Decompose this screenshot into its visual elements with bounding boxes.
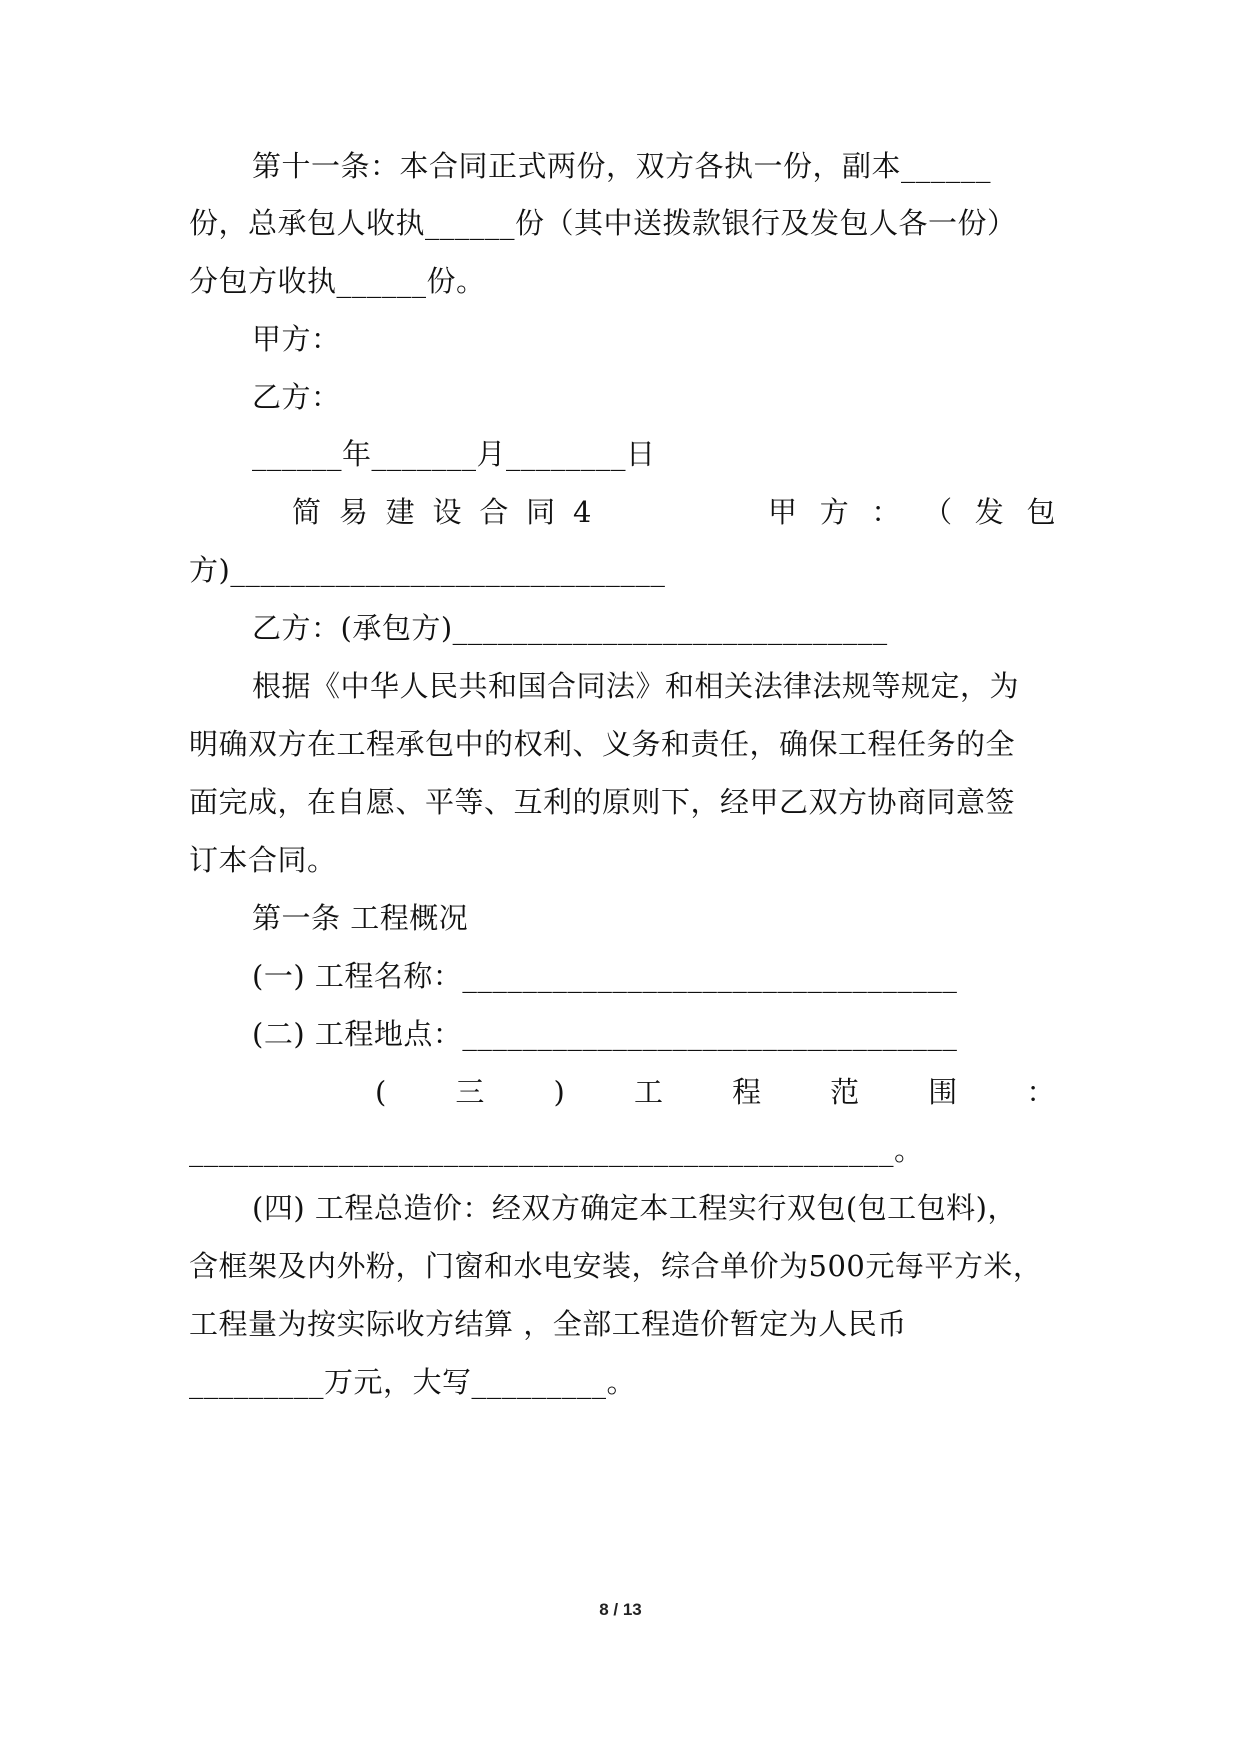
project-location-line: (二) 工程地点：_________________________________ [252, 1017, 958, 1051]
project-scope-label [375, 1072, 1056, 1112]
label-char: （ [923, 495, 953, 529]
total-cost-line-4: _________万元，大写_________。 [189, 1365, 637, 1399]
preamble-line-3: 面完成，在自愿、平等、互利的原则下，经甲乙双方协商同意签 [189, 785, 1016, 819]
scope-char: ( [375, 1075, 387, 1109]
scope-char: 三 [455, 1075, 485, 1109]
title-char: 设 [432, 495, 462, 529]
contract-title [292, 492, 592, 532]
article-eleven-line-1: 第十一条：本合同正式两份，双方各执一份，副本______ [252, 149, 992, 183]
total-cost-line-1: (四) 工程总造价：经双方确定本工程实行双包(包工包料)， [252, 1191, 1017, 1225]
scope-char: 范 [830, 1075, 860, 1109]
party-a-client-label [768, 492, 1056, 532]
title-char: 简 [292, 495, 322, 529]
label-char: 方 [819, 495, 850, 529]
contract-title-line [292, 492, 1056, 532]
title-char: 合 [479, 495, 509, 529]
preamble-line-1: 根据《中华人民共和国合同法》和相关法律法规等规定，为 [252, 669, 1020, 703]
scope-char: 程 [732, 1075, 762, 1109]
preamble-line-2: 明确双方在工程承包中的权利、义务和责任，确保工程任务的全 [189, 727, 1016, 761]
article-eleven-line-2: 份，总承包人收执______份（其中送拨款银行及发包人各一份） [189, 206, 1017, 240]
total-cost-line-3: 工程量为按实际收方结算 ，全部工程造价暂定为人民币 [189, 1307, 907, 1341]
party-b-label: 乙方： [252, 380, 341, 414]
title-char: 易 [338, 495, 369, 529]
party-b-contractor-line: 乙方：(承包方)_____________________________ [252, 611, 888, 645]
party-a-client-blank: 方)_____________________________ [189, 553, 666, 587]
label-char: 发 [974, 495, 1005, 529]
page-number: 8 / 13 [599, 1600, 642, 1619]
party-a-label: 甲方： [252, 322, 341, 356]
title-char: 4 [572, 495, 592, 529]
scope-char: ： [1026, 1075, 1056, 1109]
label-char: 甲 [768, 495, 798, 529]
label-char: 包 [1026, 495, 1056, 529]
scope-char: 工 [633, 1075, 664, 1109]
scope-char: 围 [928, 1075, 958, 1109]
label-char: ： [871, 495, 901, 529]
total-cost-line-2: 含框架及内外粉，门窗和水电安装，综合单价为500元每平方米， [189, 1249, 1043, 1283]
date-line: ______年_______月________日 [252, 437, 656, 471]
article-eleven-line-3: 分包方收执______份。 [189, 264, 486, 298]
title-char: 建 [385, 495, 416, 529]
preamble-line-4: 订本合同。 [189, 843, 337, 877]
project-name-line: (一) 工程名称：_________________________________ [252, 959, 958, 993]
article-one-heading: 第一条 工程概况 [252, 901, 469, 935]
title-char: 同 [526, 495, 556, 529]
scope-char: ) [553, 1075, 566, 1109]
project-scope-blank: _______________________________________________。 [189, 1133, 924, 1167]
